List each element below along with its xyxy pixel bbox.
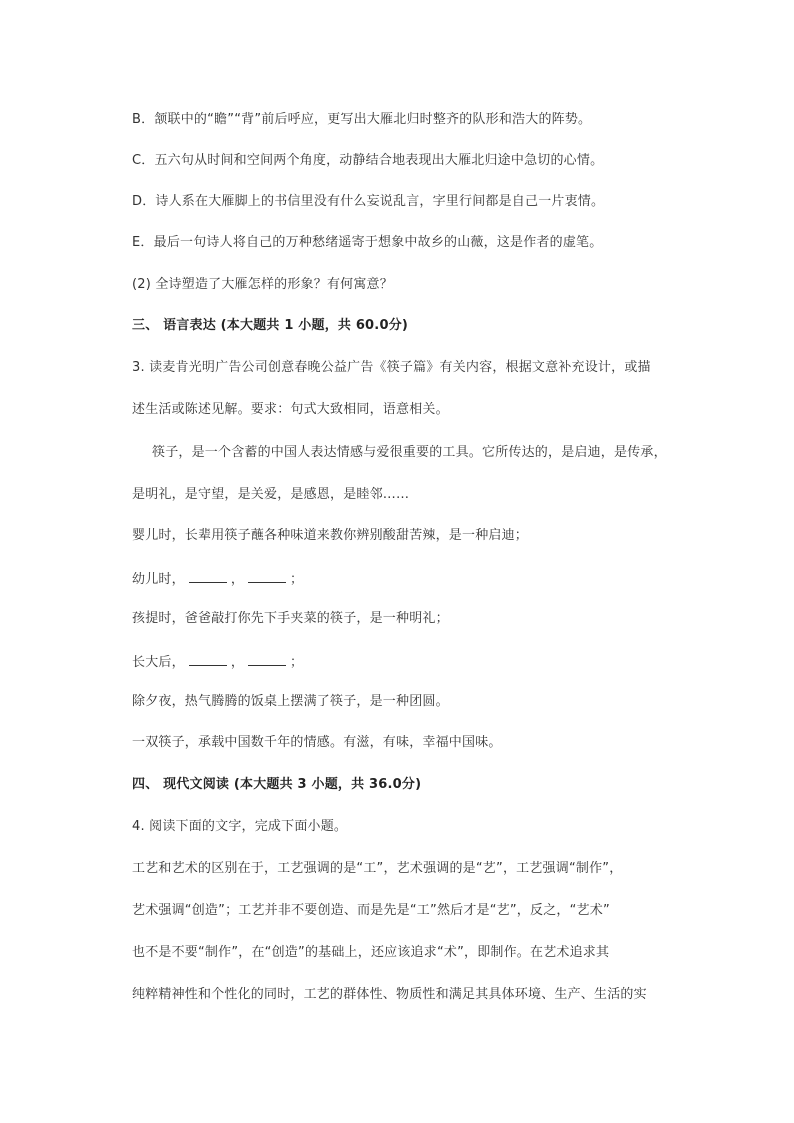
grown-blank-1[interactable]: [189, 653, 227, 666]
baby-line: 婴儿时，长辈用筷子蘸各种味道来教你辨别酸甜苦辣，是一种启迪；: [132, 528, 529, 543]
option-b: B．颔联中的“瞻”“背”前后呼应，更写出大雁北归时整齐的队形和浩大的阵势。: [132, 112, 592, 127]
text-line-2: 艺术强调“创造”；工艺并非不要创造、而是先是“工”然后才是“艺”，反之，“艺术”: [132, 903, 610, 918]
text-line-3: 也不是不要“制作”，在“创造”的基础上，还应该追求“术”，即制作。在艺术追求其: [132, 945, 610, 960]
grown-line: [132, 653, 303, 671]
question-4: 4. 阅读下面的文字，完成下面小题。: [132, 819, 348, 834]
grown-separator: ，: [230, 655, 245, 670]
youth-separator: ，: [230, 572, 245, 587]
option-e: E．最后一句诗人将自己的万种愁绪遥寄于想象中故乡的山薇，这是作者的虚笔。: [132, 235, 603, 250]
youth-blank-1[interactable]: [189, 570, 227, 583]
youth-blank-2[interactable]: [248, 570, 286, 583]
grown-blank-2[interactable]: [248, 653, 286, 666]
child-line: 孩提时，爸爸敲打你先下手夹菜的筷子，是一种明礼；: [132, 611, 449, 626]
question-2: (2) 全诗塑造了大雁怎样的形象？有何寓意？: [132, 277, 393, 292]
text-line-4: 纯粹精神性和个性化的同时，工艺的群体性、物质性和满足其具体环境、生产、生活的实: [132, 987, 647, 1002]
youth-line: [132, 570, 303, 588]
section-3-heading: 三、 语言表达 (本大题共 1 小题，共 60.0分): [132, 318, 409, 333]
question-3-line-1: 3. 读麦肯光明广告公司创意春晚公益广告《筷子篇》有关内容，根据文意补充设计，或描: [132, 360, 651, 375]
youth-end: ；: [290, 572, 304, 587]
grown-end: ；: [290, 655, 304, 670]
section-4-heading: 四、 现代文阅读 (本大题共 3 小题，共 36.0分): [132, 777, 422, 792]
chopsticks-line: 一双筷子，承载中国数千年的情感。有滋，有味，幸福中国味。: [132, 735, 502, 750]
grown-label: 长大后，: [132, 655, 185, 670]
passage-line-2: 是明礼，是守望，是关爱，是感恩，是睦邻……: [132, 487, 410, 502]
option-d: D．诗人系在大雁脚上的书信里没有什么妄说乱言，字里行间都是自己一片衷情。: [132, 194, 605, 209]
option-c: C．五六句从时间和空间两个角度，动静结合地表现出大雁北归途中急切的心情。: [132, 153, 604, 168]
text-line-1: 工艺和艺术的区别在于，工艺强调的是“工”，艺术强调的是“艺”，工艺强调“制作”，: [132, 861, 623, 876]
youth-label: 幼儿时，: [132, 572, 185, 587]
passage-line-1: 筷子，是一个含蓄的中国人表达情感与爱很重要的工具。它所传达的，是启迪，是传承，: [152, 445, 667, 460]
eve-line: 除夕夜，热气腾腾的饭桌上摆满了筷子，是一种团圆。: [132, 694, 449, 709]
question-3-line-2: 述生活或陈述见解。要求：句式大致相同，语意相关。: [132, 402, 449, 417]
